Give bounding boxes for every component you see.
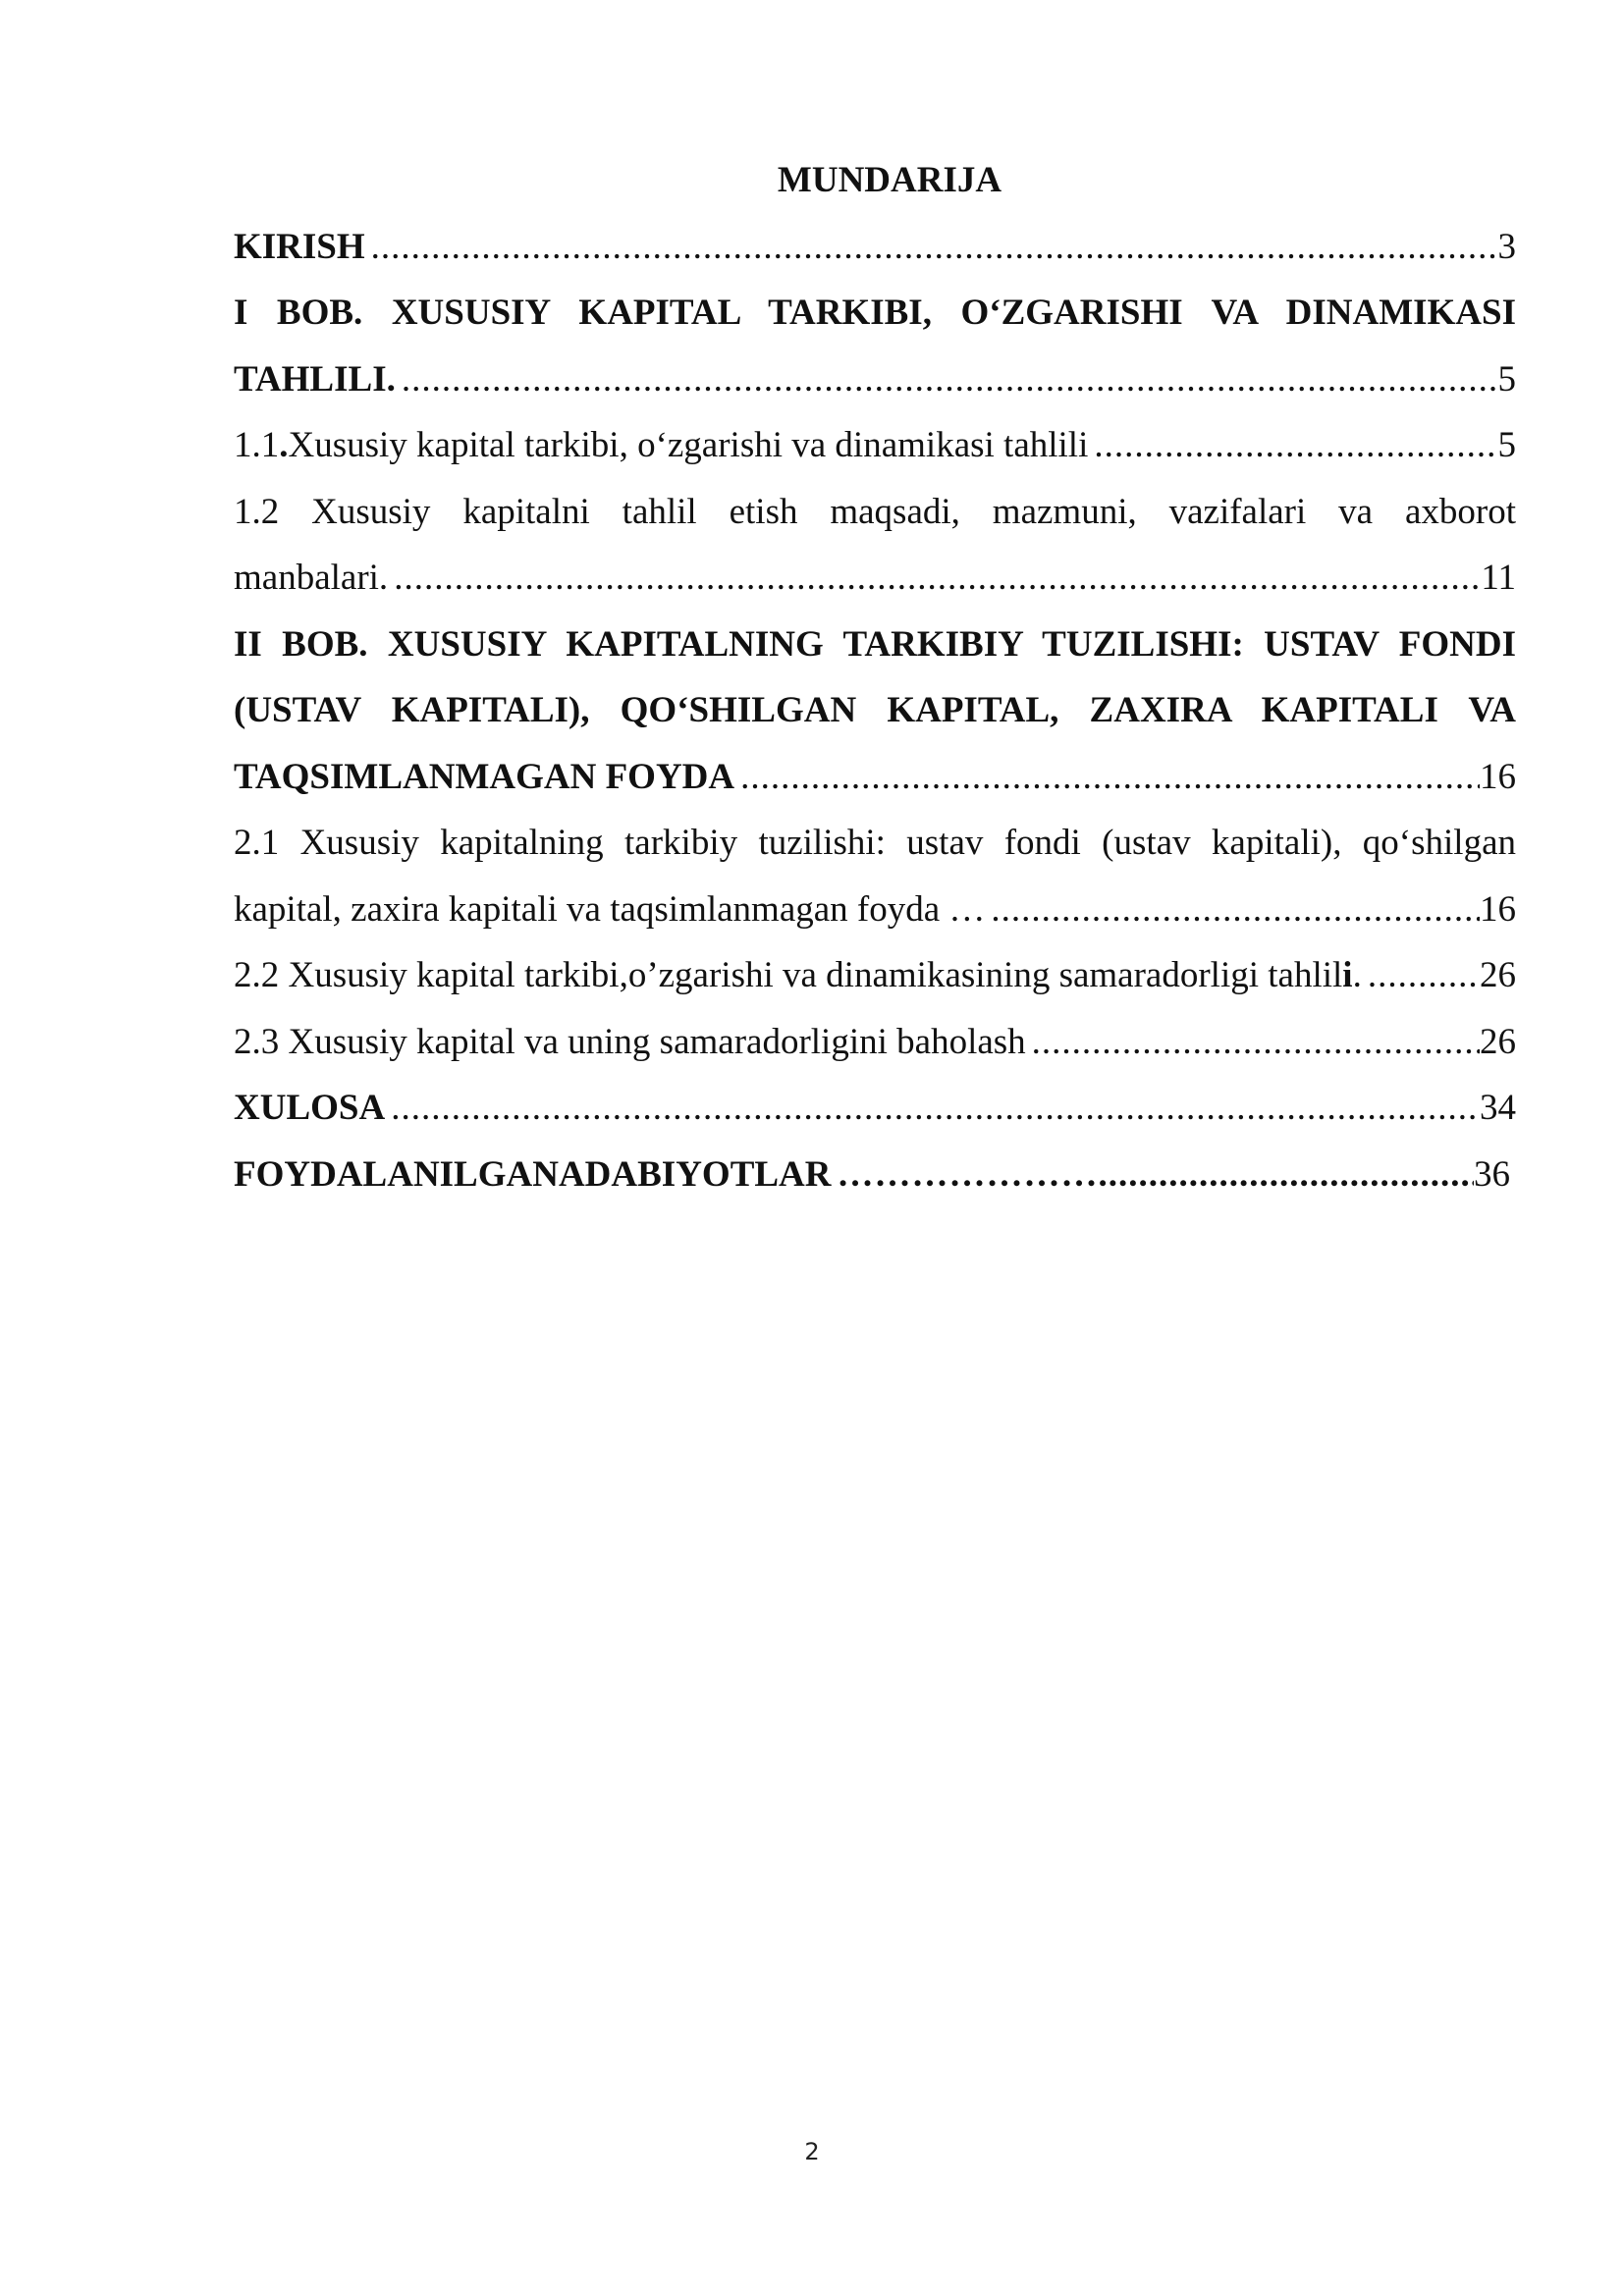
toc-entry-chapter-2[interactable] bbox=[234, 612, 1516, 811]
toc-entry-section-1-1[interactable] bbox=[234, 412, 1516, 479]
toc-entry-title-line: (USTAV KAPITALI), QO‘SHILGAN KAPITAL, ZAXIRA KAPITALI VA bbox=[234, 690, 1516, 730]
toc-page-number: 16 bbox=[1480, 756, 1516, 797]
toc-entry-section-2-2[interactable] bbox=[234, 942, 1516, 1009]
toc-entry-title-line: 2.1 Xususiy kapitalning tarkibiy tuzilishi: ustav fondi (ustav kapitali), qo‘shilgan bbox=[234, 823, 1516, 863]
dot-leader bbox=[832, 1142, 1475, 1208]
toc-page-number: 34 bbox=[1480, 1088, 1516, 1128]
dot-leader bbox=[365, 214, 1498, 281]
section-title: 2.2 Xususiy kapital tarkibi,o’zgarishi va dinamikasining samaradorligi tahlil bbox=[234, 955, 1343, 995]
toc-entry-kirish[interactable] bbox=[234, 214, 1516, 281]
toc-entry-title: FOYDALANILGANADABIYOTLAR bbox=[234, 1153, 832, 1195]
section-title: Xususiy kapital tarkibi, o‘zgarishi va dinamikasi tahlili bbox=[288, 425, 1089, 465]
toc-entry-title-end: TAHLILI. bbox=[234, 358, 396, 400]
dot-leader bbox=[396, 347, 1498, 413]
toc-entry-title bbox=[234, 412, 1088, 479]
toc-entry-section-2-1[interactable] bbox=[234, 810, 1516, 942]
toc-entry-title: KIRISH bbox=[234, 226, 365, 267]
dot-leader bbox=[388, 545, 1481, 612]
dot-leader bbox=[985, 877, 1480, 943]
page-number: 2 bbox=[804, 2138, 820, 2165]
toc-entry-title-line: 1.2 Xususiy kapitalni tahlil etish maqsadi, mazmuni, vazifalari va axborot bbox=[234, 491, 1516, 532]
section-number: 1.1 bbox=[234, 425, 280, 465]
dot-leader bbox=[734, 744, 1480, 811]
dot-leader bbox=[385, 1075, 1480, 1142]
section-number-dot: . bbox=[279, 425, 289, 465]
toc-entry-title: 2.3 Xususiy kapital va uning samaradorligini baholash bbox=[234, 1021, 1026, 1062]
toc-page-number: 5 bbox=[1497, 358, 1516, 400]
toc-page-number: 16 bbox=[1480, 888, 1516, 930]
toc-entry-title-end: TAQSIMLANMAGAN FOYDA bbox=[234, 756, 735, 797]
toc-entry-section-2-3[interactable] bbox=[234, 1009, 1516, 1076]
toc-entry-title-end: kapital, zaxira kapitali va taqsimlanmagan foyda … bbox=[234, 888, 986, 930]
toc-entry-title bbox=[234, 942, 1362, 1009]
toc-page-number: 3 bbox=[1497, 226, 1516, 267]
toc-page-number: 11 bbox=[1481, 558, 1516, 598]
toc-entry-title-end: manbalari. bbox=[234, 558, 389, 598]
toc-entry-title: XULOSA bbox=[234, 1088, 386, 1128]
toc-entry-references[interactable] bbox=[234, 1142, 1516, 1208]
section-title-bold-letter: i bbox=[1342, 955, 1353, 995]
toc-page-number: 26 bbox=[1480, 1021, 1516, 1062]
dot-leader bbox=[1088, 412, 1497, 479]
dot-leader bbox=[1362, 942, 1480, 1009]
toc-entry-section-1-2[interactable] bbox=[234, 479, 1516, 612]
toc-entry-title-line: II BOB. XUSUSIY KAPITALNING TARKIBIY TUZILISHI: USTAV FONDI bbox=[234, 623, 1516, 665]
section-title-end: . bbox=[1352, 955, 1362, 995]
toc-entry-xulosa[interactable] bbox=[234, 1075, 1516, 1142]
toc-entry-title-line: I BOB. XUSUSIY KAPITAL TARKIBI, O‘ZGARISHI VA DINAMIKASI bbox=[234, 293, 1516, 333]
toc-entry-chapter-1[interactable] bbox=[234, 280, 1516, 412]
table-of-contents bbox=[234, 147, 1516, 1207]
toc-page-number: 26 bbox=[1480, 955, 1516, 995]
dot-leader bbox=[1026, 1009, 1480, 1076]
toc-title: MUNDARIJA bbox=[777, 160, 1002, 200]
toc-page-number: 36 bbox=[1474, 1153, 1510, 1195]
toc-page-number: 5 bbox=[1497, 425, 1516, 465]
